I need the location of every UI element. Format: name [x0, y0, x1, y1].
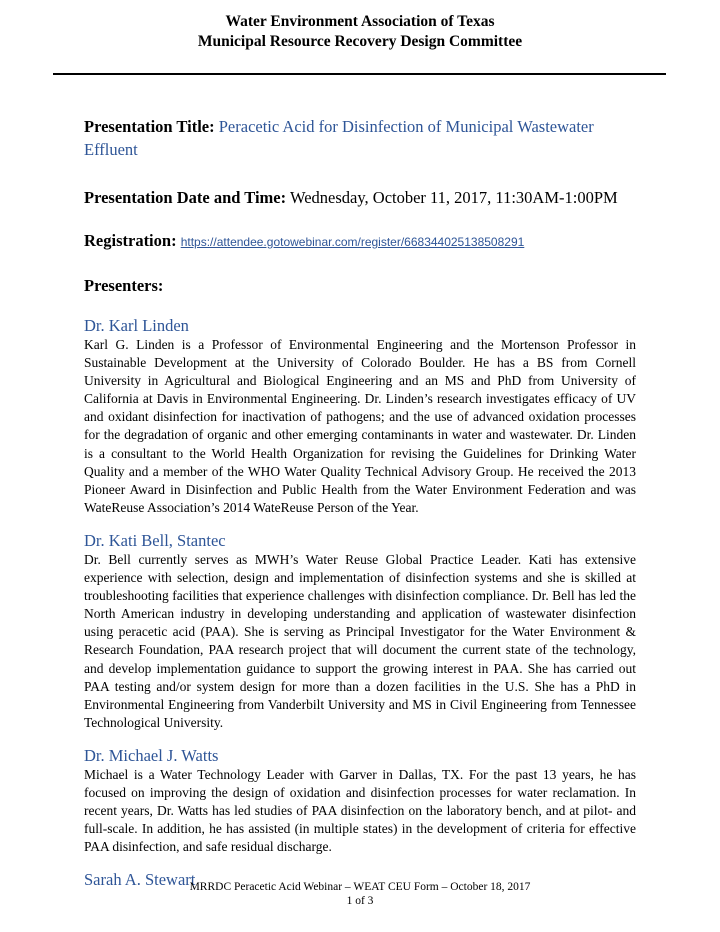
- presenter-name: Sarah A. Stewart: [84, 870, 196, 890]
- presentation-title-label: Presentation Title:: [84, 117, 215, 136]
- presenter-name: Dr. Kati Bell, Stantec: [84, 530, 226, 550]
- header-rule: [53, 73, 666, 75]
- footer-title: MRRDC Peracetic Acid Webinar – WEAT CEU Form – October 18, 2017: [189, 881, 531, 893]
- presentation-datetime-value: Wednesday, October 11, 2017, 11:30AM-1:00PM: [289, 188, 618, 207]
- presenters-label: Presenters:: [84, 276, 164, 295]
- presenter-bio: Dr. Bell currently serves as MWH’s Water Reuse Global Practice Leader. Kati has extensive experience with selection, design and implementation of disinfection systems and she is skilled at troubleshooting facilities that experience challenges with disinfection compliance. Dr. Bell has led the North American industry in developing understanding and application of wastewater disinfection using peracetic acid (PAA). She is serving as Principal Investigator for the Water Environment & Research Foundation, PAA research project that will document the current state of the technology, and develop implementation guidance to support the growing interest in PAA. She has carried out PAA testing and/or system design for more than a dozen facilities in the U.S. She has a PhD in Environmental Engineering from Vanderbilt University and MS in Civil Engineering from Tennessee Technological University.: [84, 551, 636, 730]
- registration: [84, 229, 636, 254]
- page-number: 1 of 3: [346, 895, 374, 907]
- presenter-block: [84, 746, 636, 856]
- registration-label: Registration:: [84, 231, 177, 250]
- presentation-datetime: [84, 186, 636, 209]
- presentation-datetime-label: Presentation Date and Time:: [84, 188, 287, 207]
- presentation-title-value: Peracetic Acid for Disinfection of Municipal Wastewater Effluent: [84, 117, 594, 159]
- presentation-title: [84, 115, 636, 161]
- presenter-name: Dr. Karl Linden: [84, 316, 189, 335]
- committee-name: Municipal Resource Recovery Design Committee: [197, 33, 523, 50]
- presenter-bio: Michael is a Water Technology Leader with Garver in Dallas, TX. For the past 13 years, he has focused on improving the design of oxidation and disinfection processes for water reclamation. In recent years, Dr. Watts has led studies of PAA disinfection on the laboratory bench, and at pilot- and full-scale. In addition, he has assisted (in multiple states) in the development of criteria for effective PAA disinfection, and safe residual discharge.: [84, 766, 636, 855]
- page-footer: [0, 880, 720, 908]
- presenters-heading: [84, 274, 636, 297]
- document-header: [0, 12, 720, 52]
- org-name: Water Environment Association of Texas: [225, 13, 495, 30]
- presenter-name: Dr. Michael J. Watts: [84, 745, 219, 765]
- presenter-block: [84, 316, 636, 517]
- document-body: [84, 115, 636, 890]
- registration-link[interactable]: https://attendee.gotowebinar.com/register/668344025138508291: [180, 235, 525, 249]
- presenter-block: [84, 531, 636, 732]
- presenter-bio: Karl G. Linden is a Professor of Environmental Engineering and the Mortenson Professor in Sustainable Development at the University of Colorado Boulder. He has a BS from Cornell University in Agricultural and Biological Engineering and an MS and PhD from University of California at Davis in Environmental Engineering. Dr. Linden’s research investigates efficacy of UV and oxidant disinfection for inactivation of pathogens; and the use of advanced oxidation processes for the degradation of organic and other emerging contaminants in water and wastewater. Dr. Linden is a consultant to the World Health Organization for revising the Guidelines for Drinking Water Quality and a member of the WHO Water Quality Technical Advisory Group. He received the 2013 Pioneer Award in Disinfection and Public Health from the Water Environment Federation and was WateReuse Association’s 2014 WateReuse Person of the Year.: [84, 337, 636, 515]
